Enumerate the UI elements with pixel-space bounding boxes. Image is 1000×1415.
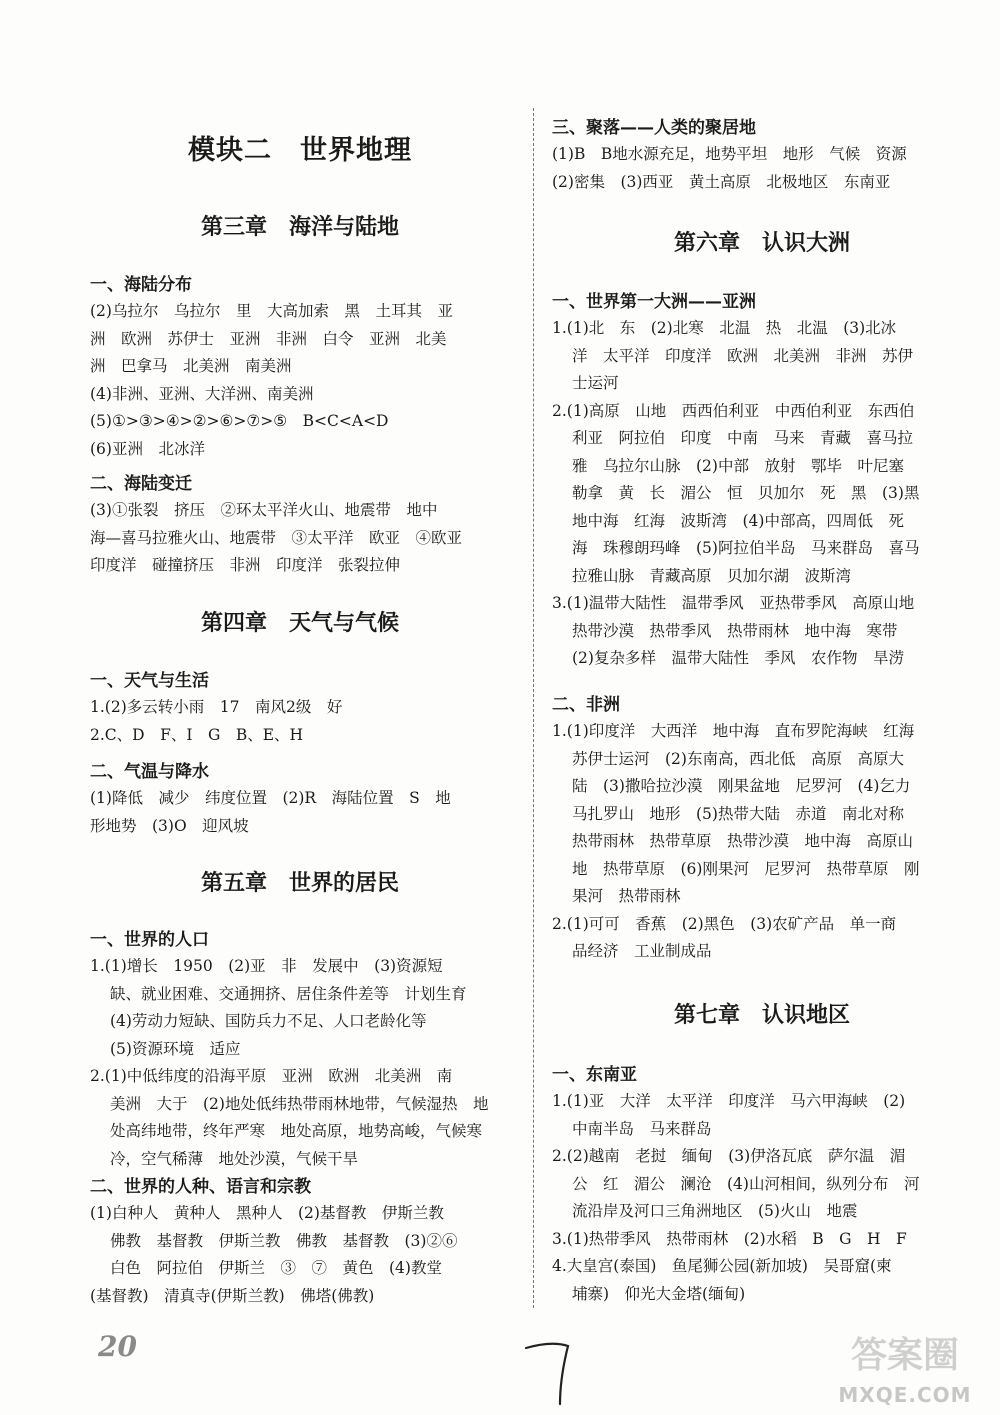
answer-line: 形地势 (3)O 迎风坡	[90, 816, 249, 835]
section-qiwen-heading: 二、气温与降水	[90, 762, 209, 782]
answer-line: 1.(1)增长 1950 (2)亚 非 发展中 (3)资源短	[90, 957, 443, 975]
answer-line: 海—喜马拉雅火山、地震带 ③太平洋 欧亚 ④欧亚	[90, 528, 463, 547]
answer-line: 佛教 基督教 伊斯兰教 佛教 基督教 (3)②⑥	[110, 1231, 458, 1250]
section-bianqian-heading: 二、海陆变迁	[90, 474, 192, 494]
answer-line: 洋 太平洋 印度洋 欧洲 北美洲 非洲 苏伊	[572, 346, 914, 365]
section-haulu-heading: 一、海陆分布	[90, 275, 192, 295]
answer-line: 处高纬地带，终年严寒 地处高原，地势高峻，气候寒	[110, 1122, 483, 1140]
answer-line: (1)白种人 黄种人 黑种人 (2)基督教 伊斯兰教	[90, 1204, 444, 1222]
answer-line: 拉雅山脉 青藏高原 贝加尔湖 波斯湾	[572, 566, 852, 585]
answer-line: 地 热带草原 (6)刚果河 尼罗河 热带草原 刚	[572, 859, 920, 878]
section-yazhou-heading: 一、世界第一大洲——亚洲	[552, 292, 756, 312]
answer-line: 果河 热带雨林	[572, 887, 681, 905]
dongnanya-answers	[552, 1088, 972, 1308]
chapter-4-title: 第四章 天气与气候	[200, 610, 400, 636]
answer-line: 4.大皇宫(泰国) 鱼尾狮公园(新加坡) 吴哥窟(柬	[552, 1257, 892, 1275]
answer-line: (3)①张裂 挤压 ②环太平洋火山、地震带 地中	[90, 501, 438, 519]
section-renkou-heading: 一、世界的人口	[90, 930, 209, 950]
answer-line: 2.(1)可可 香蕉 (2)黑色 (3)农矿产品 单一商	[552, 914, 897, 933]
answer-line: 1.(1)亚 大洋 太平洋 印度洋 马六甲海峡 (2)	[552, 1092, 906, 1110]
chapter-5-title: 第五章 世界的居民	[200, 870, 400, 896]
renzhong-answers	[90, 1200, 510, 1310]
answer-line: 热带沙漠 热带季风 热带雨林 地中海 寒带	[572, 621, 898, 640]
answer-line: 热带雨林 热带草原 热带沙漠 地中海 高原山	[572, 832, 914, 850]
answer-line: 缺、就业困难、交通拥挤、居住条件差等 计划生育	[110, 984, 467, 1003]
answer-line: 公 红 湄公 澜沧 (4)山河相间，纵列分布 河	[572, 1174, 920, 1193]
answer-line: (基督教) 清真寺(伊斯兰教) 佛塔(佛教)	[90, 1286, 375, 1305]
answer-line: 1.(1)北 东 (2)北寒 北温 热 北温 (3)北冰	[552, 319, 897, 337]
answer-line: (1)B B地水源充足，地势平坦 地形 气候 资源	[552, 145, 907, 163]
section-juluo-heading: 三、聚落——人类的聚居地	[552, 118, 756, 138]
haulu-answers	[90, 298, 510, 463]
answer-line: 1.(1)印度洋 大西洋 地中海 直布罗陀海峡 红海	[552, 722, 915, 740]
watermark-site: MXQE.COM	[838, 1383, 972, 1407]
answer-line: 陆 (3)撒哈拉沙漠 刚果盆地 尼罗河 (4)乞力	[572, 777, 911, 795]
answer-line: 品经济 工业制成品	[572, 942, 712, 960]
answer-line: (2)密集 (3)西亚 黄土高原 北极地区 东南亚	[552, 172, 891, 191]
answer-line: 白色 阿拉伯 伊斯兰 ③ ⑦ 黄色 (4)教堂	[110, 1259, 442, 1277]
section-dongnanya-heading: 一、东南亚	[552, 1065, 637, 1085]
page-number: 20	[98, 1330, 137, 1363]
answer-line: 海 珠穆朗玛峰 (5)阿拉伯半岛 马来群岛 喜马	[572, 539, 920, 557]
answer-line: 雅 乌拉尔山脉 (2)中部 放射 鄂毕 叶尼塞	[572, 456, 904, 475]
watermark-logo: 答案圈	[850, 1335, 959, 1376]
tianqi-answers	[90, 694, 510, 749]
chapter-3-title: 第三章 海洋与陆地	[200, 214, 400, 240]
section-tianqi-heading: 一、天气与生活	[90, 671, 209, 691]
answer-line: 美洲 大于 (2)地处低纬热带雨林地带，气候湿热 地	[110, 1094, 489, 1113]
answer-line: 地中海 红海 波斯湾 (4)中部高，四周低 死	[572, 511, 904, 530]
answer-line: 3.(1)温带大陆性 温带季风 亚热带季风 高原山地	[552, 594, 915, 612]
answer-line: 2.(1)高原 山地 西西伯利亚 中西伯利亚 东西伯	[552, 401, 915, 420]
answer-line: 洲 欧洲 苏伊士 亚洲 非洲 白令 亚洲 北美	[90, 329, 447, 348]
answer-line: 2.(1)中低纬度的沿海平原 亚洲 欧洲 北美洲 南	[90, 1067, 453, 1085]
answer-line: 中南半岛 马来群岛	[572, 1119, 712, 1138]
answer-line: (5)①>③>④>②>⑥>⑦>⑤ B<C<A<D	[90, 412, 389, 430]
answer-line: 3.(1)热带季风 热带雨林 (2)水稻 B G H F	[552, 1229, 907, 1248]
answer-line: 马扎罗山 地形 (5)热带大陆 赤道 南北对称	[572, 804, 904, 823]
answer-line: (5)资源环境 适应	[110, 1039, 241, 1058]
qiwen-answers	[90, 785, 510, 840]
answer-line: 士运河	[572, 374, 619, 392]
answer-line: (2)复杂多样 温带大陆性 季风 农作物 旱涝	[572, 649, 904, 667]
juluo-answers	[552, 141, 972, 196]
chapter-7-title: 第七章 认识地区	[673, 1002, 851, 1028]
answer-line: 勒拿 黄 长 湄公 恒 贝加尔 死 黑 (3)黑	[572, 484, 920, 502]
answer-line: 冷，空气稀薄 地处沙漠，气候干旱	[110, 1149, 359, 1168]
answer-line: (4)非洲、亚洲、大洋洲、南美洲	[90, 384, 314, 403]
renkou-answers	[90, 953, 510, 1173]
answer-line: (2)乌拉尔 乌拉尔 里 大高加索 黑 土耳其 亚	[90, 302, 453, 320]
answer-line: (4)劳动力短缺、国防兵力不足、人口老龄化等	[110, 1012, 427, 1030]
column-divider	[533, 108, 534, 1308]
answer-line: 苏伊士运河 (2)东南高，西北低 高原 高原大	[572, 749, 904, 768]
handwritten-seven-mark	[520, 1338, 580, 1408]
answer-line: 洲 巴拿马 北美洲 南美洲	[90, 357, 292, 375]
answer-line: 2.C、D F、I G B、E、H	[90, 725, 304, 744]
bianqian-answers	[90, 497, 510, 580]
section-renzhong-heading: 二、世界的人种、语言和宗教	[90, 1177, 311, 1197]
answer-line: 印度洋 碰撞挤压 非洲 印度洋 张裂拉伸	[90, 556, 401, 574]
answer-line: 流沿岸及河口三角洲地区 (5)火山 地震	[572, 1202, 858, 1220]
module-title: 模块二 世界地理	[188, 135, 412, 166]
answer-line: 埔寨) 仰光大金塔(缅甸)	[572, 1284, 746, 1303]
answer-line: (1)降低 减少 纬度位置 (2)R 海陆位置 S 地	[90, 789, 451, 807]
answer-line: (6)亚洲 北冰洋	[90, 439, 205, 458]
yazhou-answers	[552, 315, 972, 673]
answer-line: 利亚 阿拉伯 印度 中南 马来 青藏 喜马拉	[572, 429, 914, 447]
chapter-6-title: 第六章 认识大洲	[673, 230, 851, 256]
answer-line: 2.(2)越南 老挝 缅甸 (3)伊洛瓦底 萨尔温 湄	[552, 1147, 906, 1165]
answer-line: 1.(2)多云转小雨 17 南风2级 好	[90, 698, 343, 716]
feizhou-answers	[552, 718, 972, 966]
section-feizhou-heading: 二、非洲	[552, 695, 620, 715]
site-watermark	[820, 1327, 990, 1407]
